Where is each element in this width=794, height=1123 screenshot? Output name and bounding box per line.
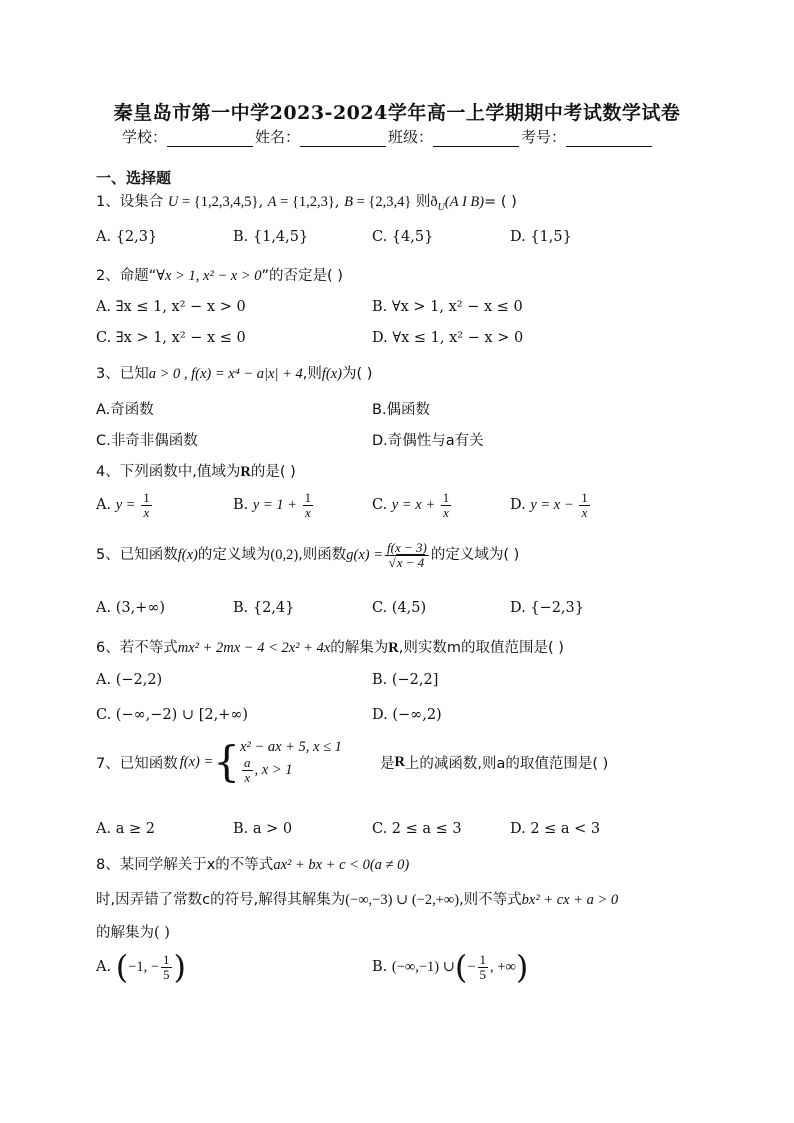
q6-option-c[interactable]: C. (−∞,−2) ∪ [2,+∞) [96, 707, 249, 723]
q7-option-b[interactable]: B. a > 0 [233, 821, 293, 837]
question-5: 5、已知函数f(x)的定义域为(0,2),则函数g(x) = $\frac{f(x - 3)}{√x - 4}$ 的定义域为( ) [96, 540, 520, 570]
q5-option-c[interactable]: C. (4,5) [372, 600, 427, 616]
student-info-line [122, 126, 654, 147]
q4-option-c[interactable]: C. y = x + $\frac{1}{x}$ [372, 490, 450, 520]
name-label: 姓名： [255, 128, 301, 146]
fraction: $\frac{f(x - 3)}{√x - 4}$ [387, 540, 427, 570]
number-blank[interactable] [566, 132, 652, 147]
question-4: 4、下列函数中,值域为R的是( ) [96, 464, 296, 480]
q8-option-b[interactable]: B. (−∞,−1) ∪(− $\frac{1}{5}$ , +∞) [372, 948, 529, 986]
fraction: $\frac{1}{x}$ [442, 490, 450, 520]
q4-option-a[interactable]: A. y = $\frac{1}{x}$ [96, 490, 150, 520]
q1-option-c[interactable]: C. {4,5} [372, 229, 434, 245]
number-label: 考号： [521, 128, 567, 146]
class-label: 班级： [388, 128, 434, 146]
q3-option-a[interactable]: A.奇函数 [96, 402, 154, 418]
question-1: 1、设集合 U = {1,2,3,4,5}, A = {1,2,3}, B = {2,3,4} 则$ð_U(A$ I B)= ( ) [96, 194, 517, 213]
q5-option-a[interactable]: A. (3,+∞) [96, 600, 166, 616]
q3-option-b[interactable]: B.偶函数 [372, 402, 431, 418]
q2-option-b[interactable]: B. ∀x > 1, x² − x ≤ 0 [372, 299, 523, 315]
q2-option-a[interactable]: A. ∃x ≤ 1, x² − x > 0 [96, 299, 246, 315]
section-heading: 一、选择题 [96, 169, 172, 187]
q4-option-d[interactable]: D. y = x − $\frac{1}{x}$ [510, 490, 588, 520]
page-title: 秦皇岛市第一中学2023-2024学年高一上学期期中考试数学试卷 [113, 102, 681, 124]
school-blank[interactable] [167, 132, 253, 147]
q3-option-c[interactable]: C.非奇非偶函数 [96, 433, 198, 449]
q5-option-d[interactable]: D. {−2,3} [510, 600, 584, 616]
q2-option-d[interactable]: D. ∀x ≤ 1, x² − x > 0 [372, 330, 524, 346]
question-3: 3、已知a > 0 , f(x) = x⁴ − a|x| + 4,则f(x)为( ) [96, 366, 373, 382]
q2-option-c[interactable]: C. ∃x > 1, x² − x ≤ 0 [96, 330, 246, 346]
q4-option-b[interactable]: B. y = 1 + $\frac{1}{x}$ [233, 490, 312, 520]
q7-option-c[interactable]: C. 2 ≤ a ≤ 3 [372, 821, 462, 837]
fraction: $\frac{1}{x}$ [304, 490, 312, 520]
school-label: 学校： [122, 128, 168, 146]
q7-option-d[interactable]: D. 2 ≤ a < 3 [510, 821, 601, 837]
fraction: $\frac{1}{x}$ [143, 490, 150, 520]
question-6: 6、若不等式mx² + 2mx − 4 < 2x² + 4x的解集为R,则实数m的取值范围是( ) [96, 640, 564, 656]
name-blank[interactable] [300, 132, 386, 147]
q6-option-b[interactable]: B. (−2,2] [372, 672, 439, 688]
fraction: $\frac{1}{x}$ [581, 490, 588, 520]
class-blank[interactable] [433, 132, 519, 147]
q5-option-b[interactable]: B. {2,4} [233, 600, 295, 616]
q8-option-a[interactable]: A. (−1, − $\frac{1}{5}$ ) [96, 948, 187, 986]
piecewise-cases: x² − ax + 5, x ≤ 1 $\frac{a}{x}$ , x > 1 [240, 739, 342, 785]
fraction: $\frac{1}{5}$ [479, 951, 487, 982]
q6-option-a[interactable]: A. (−2,2) [96, 672, 163, 688]
q1-option-d[interactable]: D. {1,5} [510, 229, 572, 245]
question-8-line-3: 的解集为( ) [96, 925, 170, 941]
question-7: 7、已知函数 f(x) = { x² − ax + 5, x ≤ 1 $\frac{a}{x}$ , x > 1 是 R 上的减函数,则a的取值范围是( ) [96, 737, 609, 787]
question-8: 8、某同学解关于x的不等式ax² + bx + c < 0(a ≠ 0) [96, 857, 410, 873]
q6-option-d[interactable]: D. (−∞,2) [372, 707, 442, 723]
q1-option-b[interactable]: B. {1,4,5} [233, 229, 309, 245]
q1-option-a[interactable]: A. {2,3} [96, 229, 158, 245]
question-8-line-2: 时,因弄错了常数c的符号,解得其解集为(−∞,−3) ∪ (−2,+∞),则不等式bx² + cx + a > 0 [96, 892, 619, 908]
fraction: $\frac{1}{5}$ [163, 951, 170, 982]
question-2: 2、命题“∀x > 1, x² − x > 0”的否定是( ) [96, 268, 343, 284]
q3-option-d[interactable]: D.奇偶性与a有关 [372, 433, 484, 449]
fraction: $\frac{a}{x}$ [244, 754, 251, 785]
q7-option-a[interactable]: A. a ≥ 2 [96, 821, 155, 837]
piecewise-brace: { [213, 737, 240, 787]
